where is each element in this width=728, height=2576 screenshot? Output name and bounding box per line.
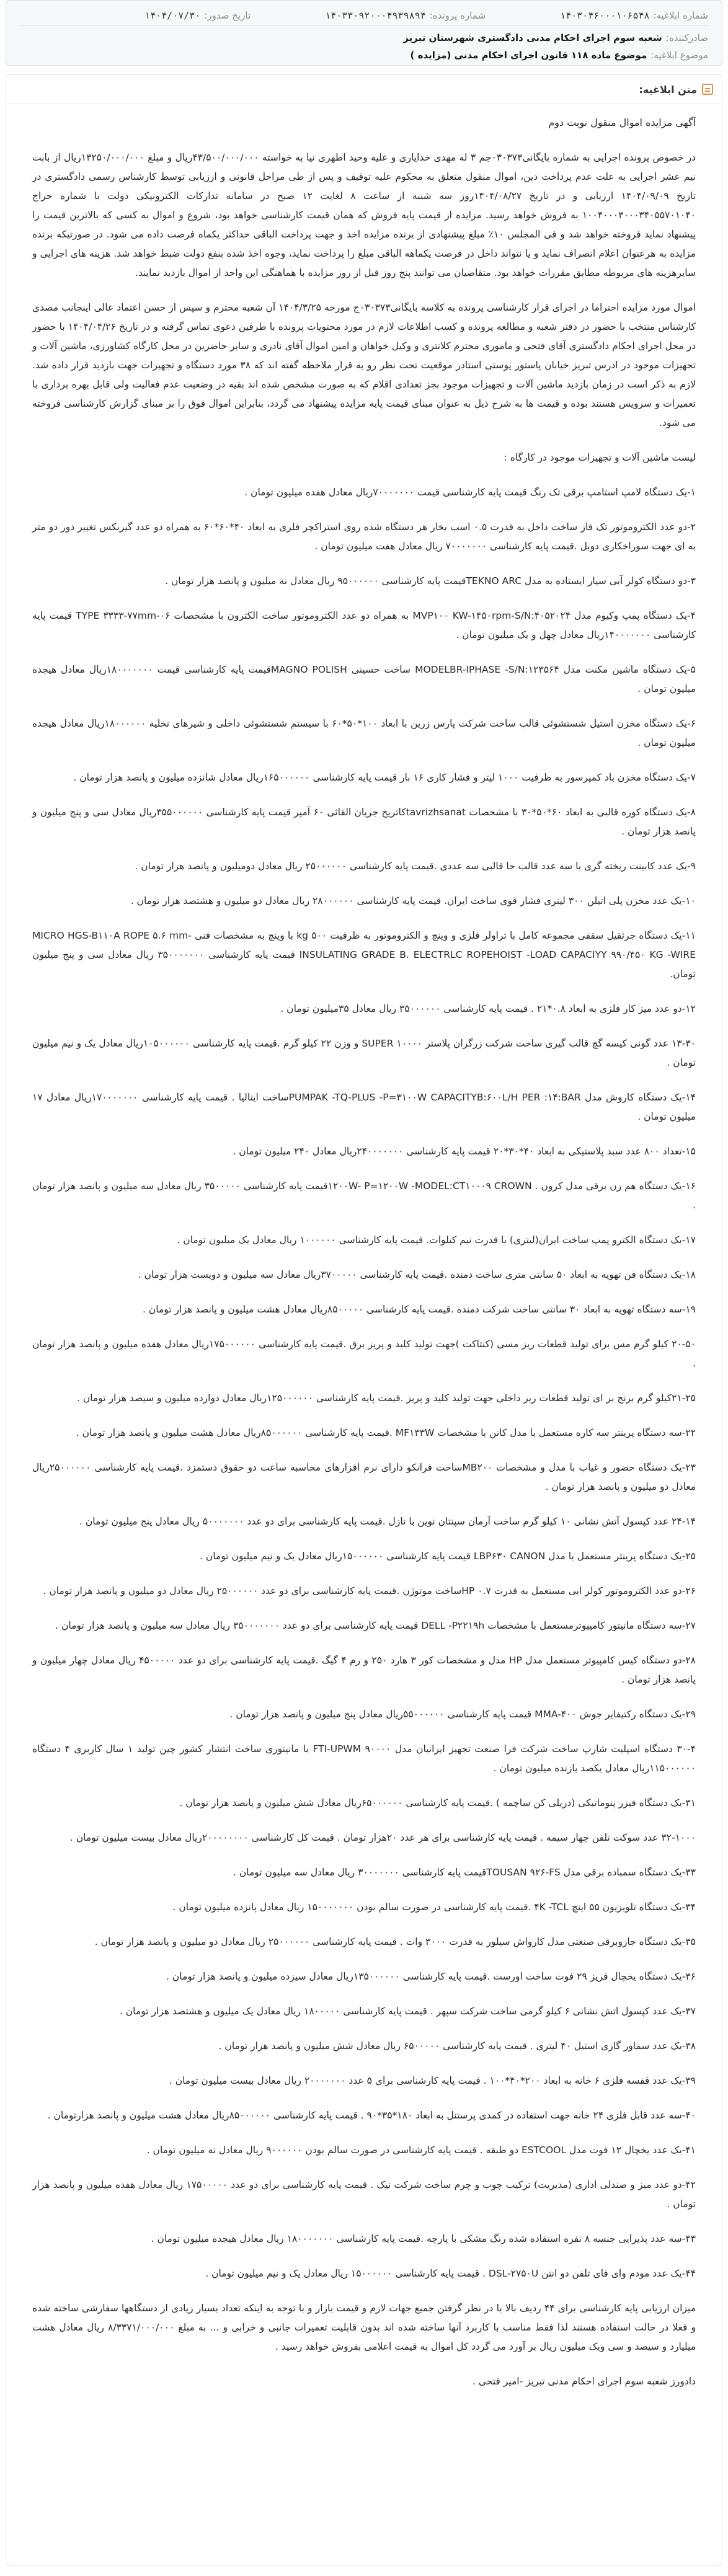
- notice-paragraph: ۴۳-سه عدد پذیرایی جنسه ۸ نفره استفاده شده رنگ مشکی با پارچه .قیمت پایه کارشناسی ۱۸۰۰۰۰۰۰۰ ریال معادل هیجده میلیون تومان .: [151, 2233, 696, 2244]
- notice-text-panel: [6, 74, 722, 2565]
- header-row-subject: [20, 46, 708, 64]
- notice-paragraph: ۱۳-۳۰ عدد گونی کیسه گچ قالب گیری ساخت شرکت زرگران پلاستر ۱۰۰۰۰ SUPER و وزن ۲۲ کیلو گرم .قیمت پایه کارشناسی ۱۰۵۰۰۰۰۰۰ریال معادل یک و نیم میلیون تومان .: [32, 1038, 696, 1068]
- notice-paragraph: ۸-یک دستگاه کوره قالبی به ابعاد ۶۰*۵۰*۳۰ با مشخصات tavrizhsanatکاتریخ جریان القائی ۶۰ آمپر قیمت پایه کارشناسی ۳۵۵۰۰۰۰۰۰ریال معادل سی و پنج میلیون و پانصد هزار تومان .: [32, 807, 696, 837]
- notice-paragraph: ۶-یک دستگاه مخزن استیل شستشوئی قالب ساخت شرکت پارس زرین با ابعاد ۱۰۰*۵۰*۶۰ با سیستم شستشوئی داخلی و شیرهای تخلیه ۱۸۰۰۰۰۰۰ریال معادل هیجده میلیون تومان .: [32, 718, 696, 748]
- notice-paragraph: ۲۳-یک دستگاه حضور و غیاب با مدل و مشخصات MB۲۰۰ساخت فرانکو دارای نرم افزارهای محاسبه ساعت دو حقوق دستمزد .قیمت پایه کارشناسی ۲۵۰۰۰۰۰۰ریال معادل دو میلیون و پانصد هزار تومان .: [32, 1462, 696, 1492]
- notice-paragraphs: [32, 148, 696, 2391]
- notice-paragraph: ۴۰-سه عدد قابل فلزی ۲۴ خانه جهت استفاده در کمدی پرستنل به ابعاد ۱۸۰*۳۵*۹۰ . قیمت پایه کارشناسی ۸۵۰۰۰۰۰۰ریال معادل هشت میلیون و پانصد هزارتومان .: [47, 2110, 696, 2121]
- notice-paragraph: ۱۶-یک دستگاه هم زن برقی مدل کرون . ۱۲۰۰W- P=۱۲۰۰W -MODEL:CT۱۰۰۰۹ CROWNقیمت پایه کارشناسی ۳۵۰۰۰۰۰ ریال معادل سه میلیون و پانصد هزار تومان .: [32, 1180, 696, 1211]
- notice-paragraph: ۲۸-دو دستگاه کیس کامپیوتر مستعمل مدل HP مدل و مشخصات کور ۳ هارد ۲۵۰ و رم ۴ گیگ .قیمت پایه کارشناسی برای دو عدد ۴۵۰۰۰۰۰ ریال معادل چهار میلیون و پانصد هزار تومان .: [32, 1655, 696, 1685]
- issue-date-value: ۱۴۰۴/۰۷/۳۰: [144, 10, 201, 21]
- notice-paragraph: میزان ارزیابی پایه کارشناسی برای ۴۴ ردیف بالا با در نظر گرفتن جمیع جهات لازم و قیمت بازار و با توجه به اینکه تعداد بسیار زیادی از دستگاهها سفارشی ساخته شده و فعلا در حالت استفاده هستند لذا فقط مناسب با کاربرد آنها ساخته شده اند بدون قابلیت تعمیرات جانبی و خرابی و ... به مبلغ ۸/۳۳۷۱/۰۰۰/۰۰۰ ریال معادل هشت میلیارد و سیصد و سی ویک میلیون ریال بر آورد می گردد کل اموال به قیمت اعلامی بفروش خواهد رسید .: [32, 2303, 696, 2352]
- notice-paragraph: دادورز شعبه سوم اجرای احکام مدنی تبریز -امیر فتحی .: [472, 2376, 696, 2387]
- notice-paragraph: ۱۸-یک دستگاه فن تهویه به ابعاد ۵۰ سانتی متری ساخت دمنده .قیمت پایه کارشناسی ۳۷۰۰۰۰۰ریال معادل سه میلیون و دویست هزار تومان .: [138, 1269, 696, 1280]
- notice-paragraph: ۴۱-یک عدد یخچال ۱۲ فوت مدل ESTCOOL دو طبقه . قیمت پایه کارشناسی در صورت سالم بودن ۹۰۰۰۰۰۰ ریال معادل نه میلیون تومان .: [146, 2144, 696, 2156]
- notice-paragraph: ۴-یک دستگاه پمپ وکیوم مدل MVP۱۰۰ KW-۱۴۵۰rpm-S/N:۴۰۵۲۰۲۴ به همراه دو عدد الکتروموتور ساخت الکترون با مشخصات TYPE ۳۳۳۳-۷۷mm-۰۶ قیمت پایه کارشناسی ۱۴۰۰۰۰۰۰۰ریال معادل چهل و یک میلیون تومان .: [32, 610, 696, 640]
- notice-paragraph: ۲۹-یک دستگاه رکتیفایر جوش MMA-۴۰۰ قیمت پایه کارشناسی ۵۵۰۰۰۰۰۰ریال معادل پنج میلیون و پانصد هزار تومان .: [229, 1709, 696, 1720]
- notice-paragraph: ۱۰-یک عدد مخزن پلی اتیلن ۳۰۰ لیتری فشار قوی ساخت ایران. قیمت پایه کارشناسی ۲۸۰۰۰۰۰۰ ریال معادل دو میلیون و هشتصد هزار تومان .: [130, 895, 696, 906]
- notice-paragraph: ۴۴-یک عدد مودم وای فای تلفن دو انتن DSL-۲۷۵۰U . قیمت پایه کارشناسی ۱۵۰۰۰۰۰۰ ریال معادل یک و نیم میلیون تومان .: [205, 2268, 696, 2279]
- notice-header: [6, 0, 722, 66]
- notice-paragraph: ۲۱-۲۵کیلو گرم برنج بر ای تولید قطعات ریز داخلی جهت تولید کلید و پریز .قیمت پایه کارشناسی ۱۲۵۰۰۰۰۰۰ریال معادل دوازده میلیون و سیصد هزار تومان .: [76, 1392, 696, 1404]
- case-number-value: ۱۴۰۳۳۰۹۲۰۰۰۴۹۳۹۸۹۴: [325, 10, 426, 21]
- notice-paragraph: ۳۰-۴ دستگاه اسپلیت شارپ ساخت شرکت فرا صنعت تجهیز ایرانیان مدل FTI-UPWM ۹۰۰۰۰ با مانیتوری ساخت انتشار کشور چین تولید ۱ سال کاربری ۴ دستگاه ۱۱۵۰۰۰۰۰۰ریال معادل یکصد بازنده میلیون تومان .: [32, 1743, 696, 1774]
- panel-title-text: متن ابلاغیه:: [639, 83, 697, 95]
- notice-paragraph: ۳۵-یک دستگاه جاروبرقی صنعتی مدل کارواش سیلور به قدرت ۳۰۰۰ وات . قیمت پایه کارشناسی ۲۵۰۰۰۰۰۰ ریال معادل دو میلیون و پانصد هزار تومان .: [94, 1936, 696, 1947]
- notice-paragraph: در خصوص پرونده اجرایی به شماره بایگانی۰۳۰۳۷۳جم ۳ له مهدی خدایاری و علیه وحید اطهری نیا به خواسته ۴۳/۵۰۰/۰۰۰/۰۰۰ریال و مبلغ ۱۳۲۵۰/۰۰۰/۰۰۰ریال از بابت نیم عشر اجرایی به علت عدم پرداخت دین، اموال منقول متعلق به محکوم علیه توقیف و پس از طی مراحل قانونی و ارزیابی توسط کارشناس رسمی دادگستری در تاریخ ۱۴۰۴/۰۹/۰۹ ارزیابی و در تاریخ ۱۴۰۴/۰۸/۲۷روز سه شنبه از ساعت ۸ لغایت ۱۲ صبح در سامانه تدارکات الکترونیکی دولت با شماره حراج ۱۰۰۴۰۰۰۳۰۰۰۳۴۰۵۵۷۰۱۰۴۰ به فروش خواهد رسید. مزایده از قیمت پایه فروش که همان قیمت کارشناسی خواهد بود، شروع و اموال به کسی که بالاترین قیمت را پیشنهاد نماید فروخته خواهد شد و فی المجلس ۱۰٪ مبلغ پیشنهادی از برنده مزایده اخذ و جهت پرداخت الباقی حداکثر یکماه فرصت داده می شود. در صورتیکه برنده مزایده به هرعنوان اعلام انصراف نماید و یا نتواند داخل در فرصت یکماهه الباقی مبلغ را پرداخت نماید، وجوه اخذ شده بنفع دولت ضبط خواهد شد. هزینه های اجرایی و سایرهزینه های مربوطه مطابق مقررات خواهد بود. متقاضیان می توانند پنج روز قبل از روز مزایده با هماهنگی این واحد از اموال بازدید نمایند.: [32, 152, 696, 278]
- notice-paragraph: ۲۶-دو عدد الکتروموتور کولر ابی مستعمل به قدرت ۰.۷ HPساخت موتوژن .قیمت پایه کارشناسی برای دو عدد ۲۵۰۰۰۰۰۰ ریال معادل دو میلیون و پانصد هزار تومان .: [43, 1585, 696, 1596]
- issue-date-label: تاریخ صدور:: [204, 10, 251, 21]
- notice-paragraph: ۱۱-یک دستگاه جرثقیل سقفی مجموعه کامل با تراولر فلزی و وینچ و الکتروموتور به ظرفیت ۵۰۰ kg با وینچ به مشخصات فنی MICRO HGS-B۱۱۰A ROPE ۵.۶ mm-INSULATING GRADE B. ELECTRLC ROPEHOIST -LOAD CAPACIYY ۹۹۰/۴۵۰ KG -WIRE قیمت پایه کارشناسی ۳۵۰۰۰۰۰۰۰ ریال معادل سی و پنج میلیون تومان.: [32, 930, 696, 980]
- notice-paragraph: ۱-یک دستگاه لامپ استامپ برقی تک رنگ قیمت پایه کارشناسی قیمت ۷۰۰۰۰۰۰۰ریال معادل هفده میلیون تومان .: [244, 487, 696, 498]
- notice-paragraph: ۳۲-۱۰۰۰ عدد سوکت تلفن چهار سیمه . قیمت پایه کارشناسی برای هر عدد ۲۰هزار تومان . قیمت کل کارشناسی ۲۰۰۰۰۰۰۰۰ریال معادل بیست میلیون تومان .: [69, 1832, 696, 1843]
- notice-paragraph: ۲۰-۵۰ کیلو گرم مس برای تولید قطعات ریز مسی (کنتاکت )جهت تولید کلید و پریز برق .قیمت پایه کارشناسی ۱۷۵۰۰۰۰۰۰ریال معادل هفده میلیون و پانصد هزار تومان .: [32, 1339, 696, 1369]
- notice-paragraph: اموال مورد مزایده احتراما در اجرای قرار کارشناسی پرونده به کلاسه بایگانی۰۳۰۳۷۳ج مورخه ۱۴۰۴/۳/۲۵ آن شعبه محترم و سپس از حسن اعتماد عالی اینجانب مصدی کارشناس منتخب با حضور در دفتر شعبه و مطالعه پرونده و کسب اطلاعات لازم در مورد محتویات پرونده با طرفین دعوی تماس گرفته و در تاریخ ۱۴۰۴/۰۴/۲۶ با حضور در محل اجرای احکام دادگستری آقای فتحی و ماموری محترم کلانتری و وکیل خواهان و امین اموال آقای نادری و سایر حاضرین در محل کارگاه کشاورزی، ماشین آلات و تجهیزات موجود در ادرس تبریز خیابان پاستور پوستی استادر موقعیت تحت نظر رو به قرار ملاحظه گفته اند که ۳۸ مورد دستگاه و تجهیزات جهت بازدید قرار داده شد. لازم به ذکر است در زمان بازدید ماشین آلات و تجهیزات موجود بجز تعدادی اقلام که به صورت مشخص شده اند بقیه در وضعیت عدم فعالیت ولی قابل بهره برداری با تعمیرات و سرویس هستند بوده و قیمت ها به شرح ذیل به عنوان مبنای قیمت پایه مزایده پیشنهاد می گردد، بنابراین اموال فوق را بر مبنای گزارش کارشناسی فروخته می شود.: [32, 302, 696, 428]
- notice-paragraph: ۱۹-سه دستگاه تهویه به ابعاد ۳۰ سانتی ساخت شرکت دمنده .قیمت پایه کارشناسی ۸۵۰۰۰۰۰ریال معادل هشت میلیون و پانصد هزار تومان .: [143, 1304, 696, 1315]
- notice-paragraph: ۲۲-سه دستگاه پرینتر سه کاره مستعمل با مدل کانن با مشخصات MF۱۳۳W .قیمت پایه کارشناسی ۸۵۰۰۰۰۰۰ریال معادل هشت میلیون و پانصد هزار تومان .: [76, 1427, 696, 1438]
- notice-paragraph: ۲-دو عدد الکتروموتور تک فاز ساخت داخل به قدرت ۰.۵ اسب بخار هر دستگاه شده روی استراکچر فلزی به ابعاد ۴۰*۶۰*۶۰ به همراه دو عدد گیربکس تغییر دور دو متر به ای جهت سوراخکاری دوبل .قیمت پایه کارشناسی ۷۰۰۰۰۰۰۰ ریال معادل هفت میلیون تومان .: [32, 521, 696, 552]
- notice-paragraph: ۴۲-دو عدد میز و صندلی اداری (مدیریت) ترکیب چوب و چرم ساخت شرکت نیک . قیمت پایه کارشناسی برای دو عدد ۱۷۵۰۰۰۰۰ ریال معادل هفده میلیون و پانصد هزار تومان .: [32, 2179, 696, 2210]
- notice-paragraph: ۹-یک عدد کابینت ریخته گری با سه عدد قالب جا قالبی سه عددی .قیمت پایه کارشناسی ۲۵۰۰۰۰۰۰ ریال معادل دومیلیون و پانصد هزار تومان .: [135, 861, 696, 872]
- notice-body: [6, 104, 722, 2391]
- issuer-value: شعبه سوم اجرای احکام مدنی دادگستری شهرستان تبریز: [403, 32, 662, 43]
- notice-paragraph: ۳۳-یک دستگاه سمباده برقی مدل TOUSAN ۹۲۶-FSقیمت پایه کارشناسی ۳۰۰۰۰۰۰۰ ریال معادل سه میلیون تومان .: [233, 1867, 696, 1878]
- panel-title: [6, 75, 722, 104]
- notice-paragraph: ۳۹-یک عدد قفسه فلزی ۶ خانه به ابعاد ۲۰۰*۴۰*۱۰۰ . قیمت پایه کارشناسی برای ۵ عدد ۲۰۰۰۰۰۰۰ ریال معادل بیست میلیون تومان .: [169, 2075, 696, 2086]
- notice-paragraph: ۳-دو دستگاه کولر آبی سیار ایستاده به مدل TEKNO ARCقیمت پایه کارشناسی ۹۵۰۰۰۰۰۰ ریال معادل نه میلیون و پانصد هزار تومان .: [165, 575, 696, 586]
- notice-paragraph: ۳۸-یک عدد سماور گازی استیل ۴۰ لیتری . قیمت پایه کارشناسی ۶۵۰۰۰۰۰ ریال معادل شش میلیون و پانصد هزار تومان .: [218, 2040, 696, 2052]
- notice-paragraph: ۱۴-یک دستگاه کاروش مدل PUMPAK -TQ-PLUS -P=۳۱۰۰W CAPACITYB:۶۰۰L/H PER :۱۴:BARساخت ایتالیا . قیمت پایه کارشناسی ۱۷۰۰۰۰۰۰۰ریال معادل ۱۷ میلیون تومان .: [32, 1092, 696, 1122]
- subject-value: موضوع ماده ۱۱۸ قانون اجرای احکام مدنی (مزایده ): [410, 50, 647, 61]
- header-row-issuer: [20, 29, 708, 46]
- notice-paragraph: لیست ماشین آلات و تجهیزات موجود در کارگاه :: [504, 452, 696, 463]
- notice-paragraph: ۵-یک دستگاه ماشین مکنت مدل MODELBR-IPHASE -S/N:۱۲۳۵۶۴ ساخت حسینی MAGNO POLISHقیمت پایه کارشناسی قیمت ۱۸۰۰۰۰۰۰۰ریال معادل هیجده میلیون تومان .: [32, 664, 696, 694]
- notice-paragraph: ۱۷-یک دستگاه الکترو پمپ ساخت ایران(لیتری) با قدرت نیم کیلوات. قیمت پایه کارشناسی ۱۰۰۰۰۰۰ ریال معادل یک میلیون تومان .: [177, 1234, 696, 1246]
- notice-paragraph: ۳۶-یک دستگاه یخچال فریز ۲۹ فوت ساخت اورست .قیمت پایه کارشناسی ۱۳۵۰۰۰۰۰۰ریال معادل سیزده میلیون و پانصد هزار تومان .: [166, 1971, 696, 1982]
- header-divider: [20, 25, 708, 26]
- notice-title: آگهی مزایده اموال منقول نوبت دوم: [548, 117, 696, 128]
- document-icon: [702, 84, 713, 95]
- notice-paragraph: ۷-یک دستگاه مخزن باد کمپرسور به ظرفیت ۱۰۰۰ لیتر و فشار کاری ۱۶ بار قیمت پایه کارشناسی ۱۶۵۰۰۰۰۰۰ریال معادل شانزده میلیون و پانصد هزار تومان .: [73, 772, 696, 783]
- subject-label: موضوع ابلاغیه:: [650, 50, 708, 61]
- notice-paragraph: ۱۵-تعداد ۸۰۰ عدد سبد پلاستیکی به ابعاد ۴۰*۳۰*۲۰ قیمت پایه کارشناسی ۲۴۰۰۰۰۰۰۰ریال معادل ۲۴۰ میلیون تومان .: [233, 1146, 696, 1157]
- notice-paragraph: ۳۴-یک دستگاه تلویزیون ۵۵ اینچ ۴K -TCL .قیمت پایه کارشناسی در صورت سالم بودن ۱۵۰۰۰۰۰۰۰ ریال معادل پانزده میلیون تومان .: [172, 1901, 696, 1913]
- notice-paragraph: ۳۷-یک عدد کپسول اتش نشانی ۶ کیلو گرمی ساخت شرکت سپهر . قیمت پایه کارشناسی ۱۸۰۰۰۰۰ ریال معادل یک میلیون و هشتصد هزار تومان .: [119, 2006, 696, 2017]
- ticket-number-label: شماره ابلاغیه:: [653, 10, 708, 21]
- notice-paragraph: ۲۴-۱۴ عدد کپسول آتش نشانی ۱۰ کیلو گرم ساخت آرمان سپنتان نوین با نازل .قیمت پایه کارشناسی برای دو عدد ۵۰۰۰۰۰۰۰ ریال معادل پنج میلیون تومان .: [79, 1516, 696, 1527]
- notice-paragraph: ۲۵-یک دستگاه پرینتر مستعمل با مدل LBP۶۳۰ CANON قیمت پایه کارشناسی ۱۵۰۰۰۰۰۰ریال معادل یک و نیم میلیون تومان .: [199, 1551, 696, 1562]
- notice-paragraph: ۲۷-سه دستگاه مانیتور کامپیوترمستعمل با مشخصات DELL -P۲۲۱۹h قیمت پایه کارشناسی برای دو عدد ۳۵۰۰۰۰۰۰۰ ریال معادل سه میلیون و پانصد هزار تومان .: [55, 1620, 696, 1631]
- notice-paragraph: ۳۱-یک دستگاه فیزر پنوماتیکی (دریلی کن ساچمه ) .قیمت پایه کارشناسی ۶۵۰۰۰۰۰۰ریال معادل شش میلیون و پانصد هزار تومان .: [179, 1797, 696, 1808]
- issuer-label: صادرکننده:: [665, 32, 708, 43]
- notice-paragraph: ۱۲-دو عدد میز کار فلزی به ابعاد ۰.۸*۲۱ . قیمت پایه کارشناسی ۳۵۰۰۰۰۰۰ ریال معادل ۳۵میلیون تومان .: [280, 1003, 696, 1014]
- case-number-label: شماره پرونده:: [429, 10, 486, 21]
- header-row-ids: [20, 7, 708, 24]
- ticket-number-value: ۱۴۰۳۰۴۶۰۰۰۱۰۶۵۴۸: [560, 10, 650, 21]
